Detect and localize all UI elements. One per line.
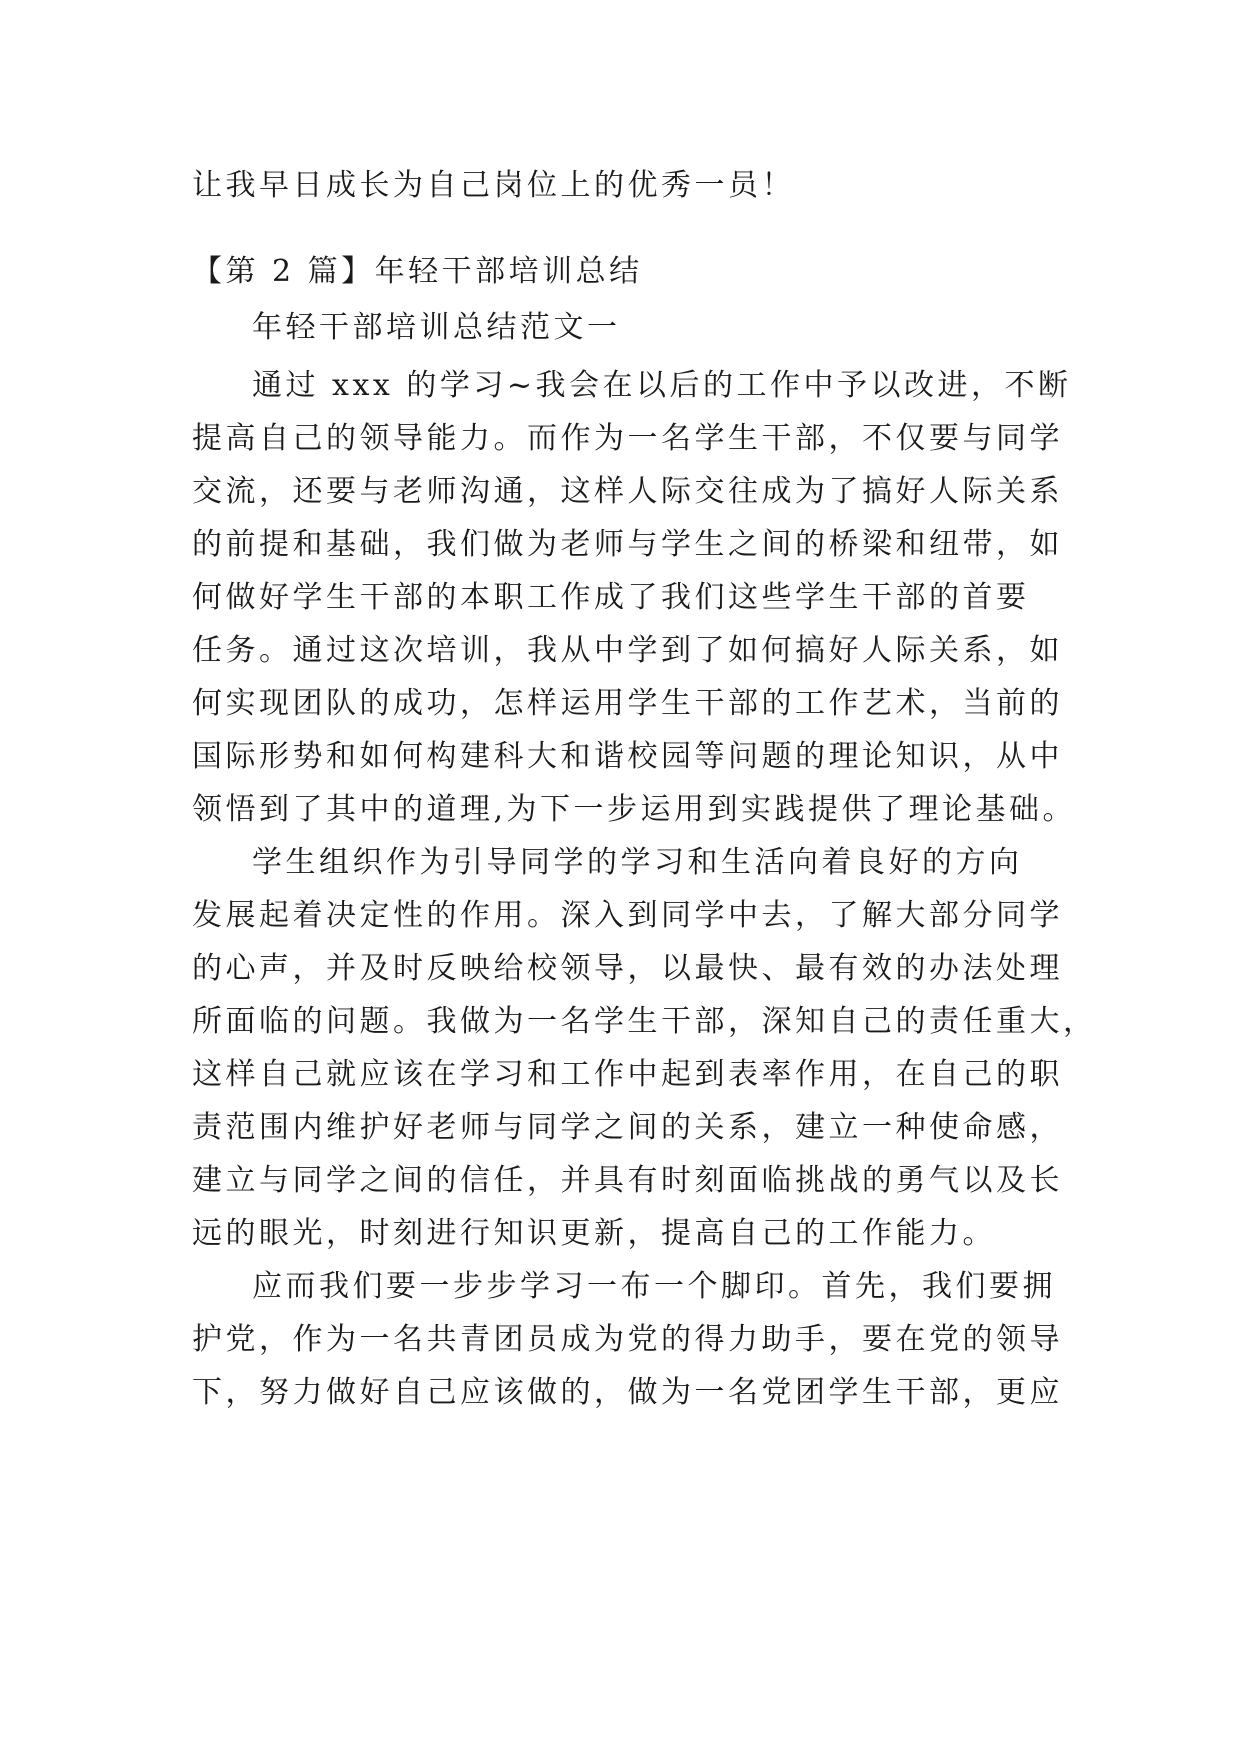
paragraph-line: 这样自己就应该在学习和工作中起到表率作用，在自己的职 bbox=[192, 1057, 1063, 1092]
paragraph-line: 的前提和基础，我们做为老师与学生之间的桥梁和纽带，如 bbox=[192, 527, 1063, 562]
paragraph-line: 学生组织作为引导同学的学习和生活向着良好的方向 bbox=[252, 845, 1023, 880]
paragraph-line: 交流，还要与老师沟通，这样人际交往成为了搞好人际关系 bbox=[192, 474, 1063, 509]
paragraph-line: 建立与同学之间的信任，并具有时刻面临挑战的勇气以及长 bbox=[192, 1163, 1063, 1198]
paragraph-line: 任务。通过这次培训，我从中学到了如何搞好人际关系，如 bbox=[192, 633, 1063, 668]
paragraph-line: 所面临的问题。我做为一名学生干部，深知自己的责任重大， bbox=[192, 1004, 1097, 1039]
paragraph-line: 远的眼光，时刻进行知识更新，提高自己的工作能力。 bbox=[192, 1216, 996, 1251]
paragraph-line: 护党，作为一名共青团员成为党的得力助手，要在党的领导 bbox=[192, 1322, 1063, 1357]
paragraph-line: 何实现团队的成功，怎样运用学生干部的工作艺术，当前的 bbox=[192, 686, 1063, 721]
paragraph-line: 领悟到了其中的道理,为下一步运用到实践提供了理论基础。 bbox=[192, 792, 1077, 827]
carryover-line: 让我早日成长为自己岗位上的优秀一员！ bbox=[192, 168, 795, 203]
paragraph-line: 应而我们要一步步学习一布一个脚印。首先，我们要拥 bbox=[252, 1269, 1056, 1304]
paragraph-line: 的心声，并及时反映给校领导，以最快、最有效的办法处理 bbox=[192, 951, 1063, 986]
paragraph-line: 发展起着决定性的作用。深入到同学中去，了解大部分同学 bbox=[192, 898, 1063, 933]
paragraph-line: 国际形势和如何构建科大和谐校园等问题的理论知识，从中 bbox=[192, 739, 1063, 774]
paragraph-line: 何做好学生干部的本职工作成了我们这些学生干部的首要 bbox=[192, 580, 1030, 615]
document-subtitle: 年轻干部培训总结范文一 bbox=[252, 310, 621, 345]
paragraph-line: 通过 xxx 的学习~我会在以后的工作中予以改进，不断 bbox=[252, 368, 1072, 403]
paragraph-line: 提高自己的领导能力。而作为一名学生干部，不仅要与同学 bbox=[192, 421, 1063, 456]
paragraph-line: 下，努力做好自己应该做的，做为一名党团学生干部，更应 bbox=[192, 1375, 1063, 1410]
paragraph-line: 责范围内维护好老师与同学之间的关系，建立一种使命感， bbox=[192, 1110, 1063, 1145]
section-heading: 【第 2 篇】年轻干部培训总结 bbox=[192, 254, 643, 289]
